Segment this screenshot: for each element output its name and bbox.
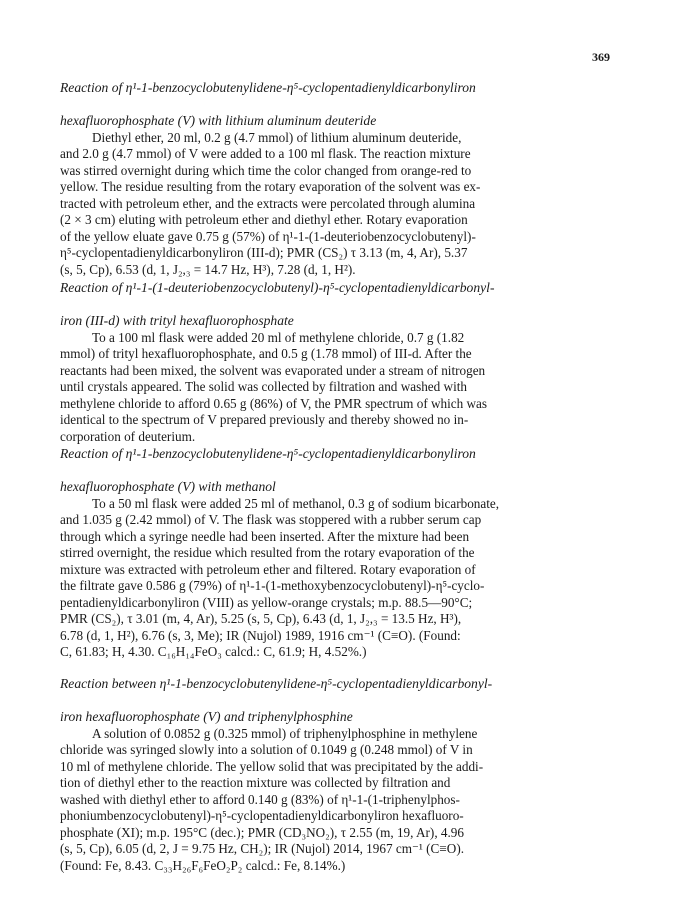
body-line: and 1.035 g (2.42 mmol) of V. The flask was stoppered with a rubber serum cap [60,512,482,527]
body-line: To a 50 ml flask were added 25 ml of methanol, 0.3 g of sodium bicarbonate, [92,495,500,511]
body-line: 10 ml of methylene chloride. The yellow solid that was precipitated by the addi- [60,758,484,774]
body-line: yellow. The residue resulting from the rotary evaporation of the solvent was ex- [60,179,481,194]
body-line: mmol) of trityl hexafluorophosphate, and 0.5 g (1.78 mmol) of III-d. After the [60,346,472,361]
body-line: η⁵-cyclopentadienyldicarbonyliron (III-d); PMR (CS₂) τ 3.13 (m, 4, Ar), 5.37 [60,245,468,260]
body-line: phoniumbenzocyclobutenyl)-η⁵-cyclopentadienyldicarbonyliron hexafluoro- [60,808,464,823]
heading-line: Reaction between η¹-1-benzocyclobutenylidene-η⁵-cyclopentadienyldicarbonyl- [60,676,493,691]
section-reaction-lithium-aluminum-deuteride [60,80,635,278]
body-line: Diethyl ether, 20 ml, 0.2 g (4.7 mmol) of lithium aluminum deuteride, [92,129,462,145]
body-line: identical to the spectrum of V prepared previously and thereby showed no in- [60,412,469,427]
body-line: stirred overnight, the residue which resulted from the rotary evaporation of the [60,545,475,560]
body-line: 6.78 (d, 1, H²), 6.76 (s, 3, Me); IR (Nujol) 1989, 1916 cm⁻¹ (C≡O). (Found: [60,627,461,643]
heading-line: hexafluorophosphate (V) with methanol [60,479,276,494]
heading-line: iron hexafluorophosphate (V) and triphenylphosphine [60,709,353,724]
section-reaction-trityl-hexafluorophosphate [60,280,635,445]
heading-line: Reaction of η¹-1-benzocyclobutenylidene-η⁵-cyclopentadienyldicarbonyliron [60,80,476,95]
page-number: 369 [592,50,610,64]
body-line: To a 100 ml flask were added 20 ml of methylene chloride, 0.7 g (1.82 [92,329,465,345]
body-line: chloride was syringed slowly into a solution of 0.1049 g (0.248 mmol) of V in [60,742,473,757]
section-heading [60,80,635,130]
section-heading [60,676,635,726]
section-reaction-triphenylphosphine [60,676,635,874]
body-line: (2 × 3 cm) eluting with petroleum ether and diethyl ether. Rotary evaporation [60,212,468,227]
body-line: (Found: Fe, 8.43. C₃₃H₂₆F₆FeO₂P₂ calcd.: Fe, 8.14%.) [60,857,346,873]
body-line: (s, 5, Cp), 6.05 (d, 2, J = 9.75 Hz, CH₂); IR (Nujol) 2014, 1967 cm⁻¹ (C≡O). [60,841,465,856]
section-reaction-methanol [60,446,635,661]
section-body [60,330,635,446]
body-line: tion of diethyl ether to the reaction mixture was collected by filtration and [60,775,451,790]
section-body [60,130,635,279]
heading-line: Reaction of η¹-1-benzocyclobutenylidene-η⁵-cyclopentadienyldicarbonyliron [60,446,476,461]
body-line: of the yellow eluate gave 0.75 g (57%) of η¹-1-(1-deuteriobenzocyclobutenyl)- [60,228,476,244]
body-line: phosphate (XI); m.p. 195°C (dec.); PMR (CD₃NO₂), τ 2.55 (m, 19, Ar), 4.96 [60,824,464,840]
body-line: washed with diethyl ether to afford 0.140 g (83%) of η¹-1-(1-triphenylphos- [60,791,460,807]
heading-line: iron (III-d) with trityl hexafluorophosphate [60,313,294,328]
body-line: through which a syringe needle had been inserted. After the mixture had been [60,528,470,544]
body-line: pentadienyldicarbonyliron (VIII) as yellow-orange crystals; m.p. 88.5—90°C; [60,594,473,610]
body-line: PMR (CS₂), τ 3.01 (m, 4, Ar), 5.25 (s, 5, Cp), 6.43 (d, 1, J₂,₃ = 13.5 Hz, H³), [60,611,462,626]
body-line: A solution of 0.0852 g (0.325 mmol) of triphenylphosphine in methylene [92,725,478,741]
section-heading [60,446,635,496]
body-line: until crystals appeared. The solid was collected by filtration and washed with [60,379,467,394]
body-line: tracted with petroleum ether, and the extracts were percolated through alumina [60,195,476,211]
body-line: mixture was extracted with petroleum ether and filtered. Rotary evaporation of [60,561,476,577]
body-line: reactants had been mixed, the solvent was evaporated under a stream of nitrogen [60,362,486,378]
body-line: methylene chloride to afford 0.65 g (86%) of V, the PMR spectrum of which was [60,395,488,411]
heading-line: hexafluorophosphate (V) with lithium aluminum deuteride [60,113,377,128]
body-line: (s, 5, Cp), 6.53 (d, 1, J₂,₃ = 14.7 Hz, H³), 7.28 (d, 1, H²). [60,261,356,277]
body-line: was stirred overnight during which time the color changed from orange-red to [60,162,472,178]
section-body [60,496,635,661]
body-line: the filtrate gave 0.586 g (79%) of η¹-1-(1-methoxybenzocyclobutenyl)-η⁵-cyclo- [60,578,485,593]
heading-line: Reaction of η¹-1-(1-deuteriobenzocyclobutenyl)-η⁵-cyclopentadienyldicarbonyl- [60,280,495,295]
body-line: and 2.0 g (4.7 mmol) of V were added to a 100 ml flask. The reaction mixture [60,146,471,161]
section-body [60,726,635,875]
body-line: corporation of deuterium. [60,428,196,444]
section-heading [60,280,635,330]
body-line: C, 61.83; H, 4.30. C₁₆H₁₄FeO₃ calcd.: C, 61.9; H, 4.52%.) [60,644,367,659]
